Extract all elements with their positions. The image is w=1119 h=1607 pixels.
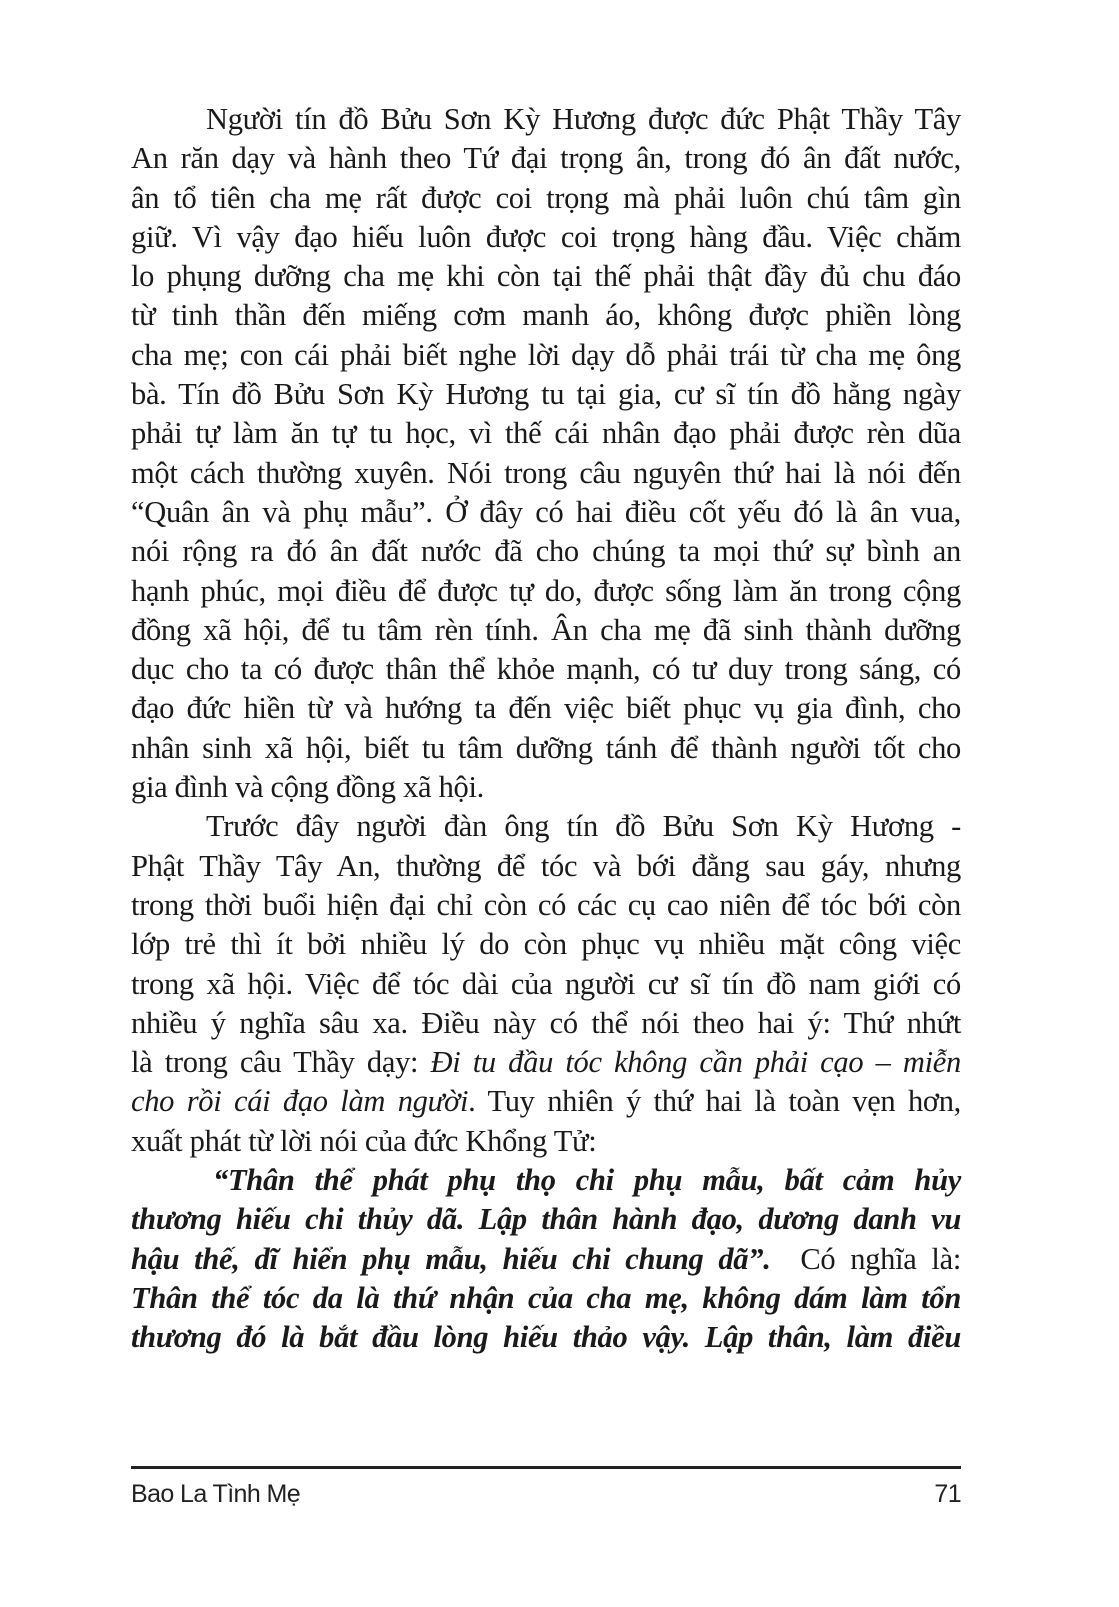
footer-divider — [131, 1466, 961, 1469]
text-line: nói rộng ra đó ân đất nước đã cho chúng ta mọi thứ sự bình an — [131, 534, 961, 569]
text-line: đồng xã hội, để tu tâm rèn tính. Ân cha mẹ đã sinh thành dưỡng — [131, 612, 961, 647]
text-run: là trong câu Thầy dạy: — [131, 1045, 431, 1080]
text-line: nhân sinh xã hội, biết tu tâm dưỡng tánh để thành người tốt cho — [131, 730, 961, 765]
page-number: 71 — [934, 1480, 961, 1508]
text-line: hạnh phúc, mọi điều để được tự do, được sống làm ăn trong cộng — [131, 573, 961, 608]
meaning-line: thương đó là bắt đầu lòng hiếu thảo vậy. Lập thân, làm điều — [131, 1320, 961, 1355]
text-run: Có nghĩa là: — [770, 1241, 961, 1276]
quote-run: hậu thế, dĩ hiển phụ mẫu, hiếu chi chung dã”. — [131, 1241, 771, 1276]
text-line: cha mẹ; con cái phải biết nghe lời dạy dỗ phải trái từ cha mẹ ông — [131, 337, 961, 372]
text-line: dục cho ta có được thân thể khỏe mạnh, có tư duy trong sáng, có — [131, 652, 961, 687]
quote-line: thương hiếu chi thủy dã. Lập thân hành đạo, dương danh vu — [131, 1202, 961, 1237]
text-line: trong xã hội. Việc để tóc dài của người cư sĩ tín đồ nam giới có — [131, 966, 961, 1001]
text-line: “Quân ân và phụ mẫu”. Ở đây có hai điều cốt yếu đó là ân vua, — [131, 494, 961, 529]
text-line: lo phụng dưỡng cha mẹ khi còn tại thế phải thật đầy đủ chu đáo — [131, 259, 961, 294]
text-run: . Tuy nhiên ý thứ hai là toàn vẹn hơn, — [468, 1084, 962, 1119]
text-line: xuất phát từ lời nói của đức Khổng Tử: — [131, 1123, 597, 1158]
italic-quote-run: Đi tu đầu tóc không cần phải cạo – miễn — [430, 1045, 961, 1080]
italic-quote-run: cho rồi cái đạo làm người — [131, 1084, 469, 1119]
text-line: Phật Thầy Tây An, thường để tóc và bới đằng sau gáy, nhưng — [131, 848, 961, 883]
paragraph-3-quotation — [131, 1161, 961, 1357]
text-line: từ tinh thần đến miếng cơm manh áo, không được phiền lòng — [131, 298, 961, 333]
quote-line: “Thân thể phát phụ thọ chi phụ mẫu, bất cảm hủy — [213, 1163, 961, 1198]
text-line: bà. Tín đồ Bửu Sơn Kỳ Hương tu tại gia, cư sĩ tín đồ hằng ngày — [131, 377, 961, 412]
page-body — [131, 100, 961, 1358]
paragraph-2 — [131, 807, 961, 1161]
text-line: phải tự làm ăn tự tu học, vì thế cái nhân đạo phải được rèn dũa — [131, 416, 961, 451]
text-line: ân tổ tiên cha mẹ rất được coi trọng mà phải luôn chú tâm gìn — [131, 180, 961, 215]
text-line: Người tín đồ Bửu Sơn Kỳ Hương được đức Phật Thầy Tây — [206, 102, 961, 136]
text-line: Trước đây người đàn ông tín đồ Bửu Sơn Kỳ Hương - — [206, 809, 961, 844]
text-line: An răn dạy và hành theo Tứ đại trọng ân, trong đó ân đất nước, — [131, 141, 961, 176]
text-line: trong thời buổi hiện đại chỉ còn có các cụ cao niên để tóc bới còn — [131, 887, 961, 922]
text-line: gia đình và cộng đồng xã hội. — [131, 770, 484, 805]
text-line: nhiều ý nghĩa sâu xa. Điều này có thể nói theo hai ý: Thứ nhứt — [131, 1005, 961, 1040]
text-line: đạo đức hiền từ và hướng ta đến việc biết phục vụ gia đình, cho — [131, 691, 961, 726]
text-line — [131, 1043, 961, 1082]
page-footer — [131, 1480, 961, 1509]
text-line: một cách thường xuyên. Nói trong câu nguyên thứ hai là nói đến — [131, 455, 961, 490]
text-line: giữ. Vì vậy đạo hiếu luôn được coi trọng hàng đầu. Việc chăm — [131, 219, 961, 254]
quote-line — [131, 1240, 961, 1279]
book-page — [131, 100, 961, 1358]
text-line: lớp trẻ thì ít bởi nhiều lý do còn phục vụ nhiều mặt công việc — [131, 927, 961, 962]
book-title: Bao La Tình Mẹ — [131, 1480, 301, 1508]
meaning-line: Thân thể tóc da là thứ nhận của cha mẹ, không dám làm tổn — [131, 1280, 961, 1315]
paragraph-1 — [131, 100, 961, 807]
text-line — [131, 1082, 961, 1121]
